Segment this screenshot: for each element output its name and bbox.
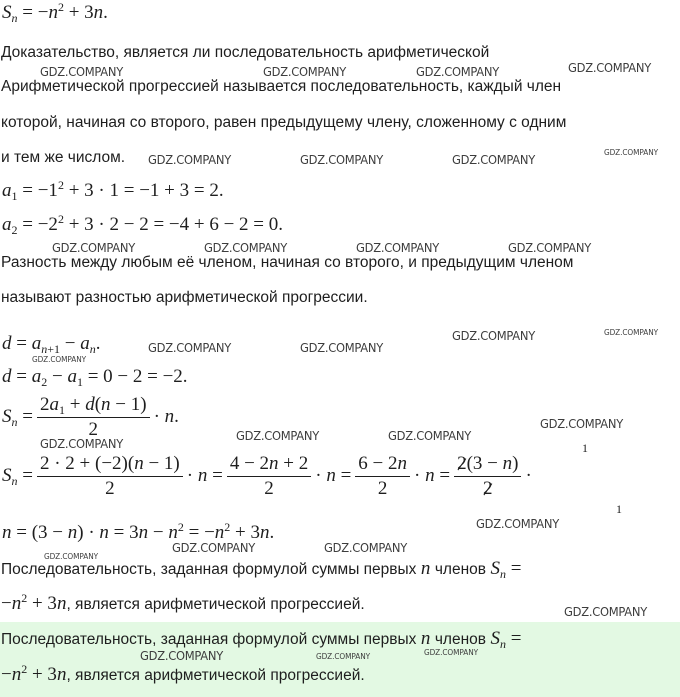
formula-sum-result: $n = (3 - n) \cdot n = 3n - n^2 = -n^2 + 3n$. bbox=[2, 520, 275, 543]
cancel-mark-bottom: 1 bbox=[616, 502, 622, 516]
cancel-mark-top: 1 bbox=[582, 441, 588, 455]
watermark: GDZ.COMPANY bbox=[476, 516, 559, 531]
watermark: GDZ.COMPANY bbox=[416, 64, 499, 79]
watermark: GDZ.COMPANY bbox=[172, 540, 255, 555]
watermark: GDZ.COMPANY bbox=[32, 355, 87, 364]
formula-a2: $a_2 = -2^2 + 3 \cdot 2 - 2 = -4 + 6 - 2 = 0$. bbox=[2, 212, 284, 237]
watermark: GDZ.COMPANY bbox=[540, 416, 623, 431]
watermark: GDZ.COMPANY bbox=[604, 148, 659, 157]
formula-a1: $a_1 = -1^2 + 3 \cdot 1 = -1 + 3 = 2$. bbox=[2, 178, 224, 203]
watermark: GDZ.COMPANY bbox=[300, 152, 383, 167]
watermark: GDZ.COMPANY bbox=[148, 152, 231, 167]
watermark: GDZ.COMPANY bbox=[52, 240, 135, 255]
answer-line-1: Последовательность, заданная формулой суммы первых n членов $S_n$ = bbox=[1, 628, 522, 651]
watermark: GDZ.COMPANY bbox=[236, 428, 319, 443]
watermark: GDZ.COMPANY bbox=[44, 552, 99, 561]
definition-line-2: которой, начиная со второго, равен предыдущему члену, сложенному с одним bbox=[1, 114, 567, 131]
watermark: GDZ.COMPANY bbox=[40, 436, 123, 451]
difference-def-line-1: Разность между любым её членом, начиная со второго, и предыдущим членом bbox=[1, 254, 574, 271]
watermark: GDZ.COMPANY bbox=[140, 648, 223, 663]
watermark: GDZ.COMPANY bbox=[263, 64, 346, 79]
difference-def-line-2: называют разностью арифметической прогрессии. bbox=[1, 289, 368, 306]
heading-proof: Доказательство, является ли последовательность арифметической bbox=[1, 44, 490, 61]
watermark: GDZ.COMPANY bbox=[40, 64, 123, 79]
answer-line-2: $-n^2 + 3n$, является арифметической прогрессией. bbox=[1, 662, 365, 685]
definition-line-1: Арифметической прогрессией называется последовательность, каждый член bbox=[1, 78, 562, 95]
watermark: GDZ.COMPANY bbox=[508, 240, 591, 255]
watermark: GDZ.COMPANY bbox=[604, 328, 659, 337]
formula-sum-substituted: $S_n$ = $\frac{2 \cdot 2 + (-2)(n - 1)}{2}$ · n = $\frac{4 - 2n + 2}{2}$ · n = $\frac{6 - 2n}{2}$ · n = $\frac{2(3 - n)}{2}$ · bbox=[2, 453, 532, 499]
formula-d-value: $d = a_2 - a_1 = 0 - 2 = -2$. bbox=[2, 366, 188, 389]
watermark: GDZ.COMPANY bbox=[316, 652, 371, 661]
definition-line-3: и тем же числом. bbox=[1, 149, 126, 166]
formula-sum-general: $S_n$ = $\frac{2a_1 + d(n - 1)}{2}$ · n. bbox=[2, 394, 179, 440]
conclusion-line-1: Последовательность, заданная формулой суммы первых n членов $S_n$ = bbox=[1, 558, 522, 581]
watermark: GDZ.COMPANY bbox=[300, 340, 383, 355]
watermark: GDZ.COMPANY bbox=[452, 152, 535, 167]
watermark: GDZ.COMPANY bbox=[204, 240, 287, 255]
formula-sn-given: $S_n = -n^2 + 3n$. bbox=[2, 0, 108, 25]
watermark: GDZ.COMPANY bbox=[324, 540, 407, 555]
watermark: GDZ.COMPANY bbox=[452, 328, 535, 343]
conclusion-line-2: $-n^2 + 3n$, является арифметической прогрессией. bbox=[1, 591, 365, 614]
watermark: GDZ.COMPANY bbox=[564, 604, 647, 619]
watermark: GDZ.COMPANY bbox=[356, 240, 439, 255]
watermark: GDZ.COMPANY bbox=[148, 340, 231, 355]
formula-d-general: $d = a_{n+1} - a_n$. bbox=[2, 333, 101, 356]
watermark: GDZ.COMPANY bbox=[568, 60, 651, 75]
watermark: GDZ.COMPANY bbox=[424, 648, 479, 657]
watermark: GDZ.COMPANY bbox=[388, 428, 471, 443]
